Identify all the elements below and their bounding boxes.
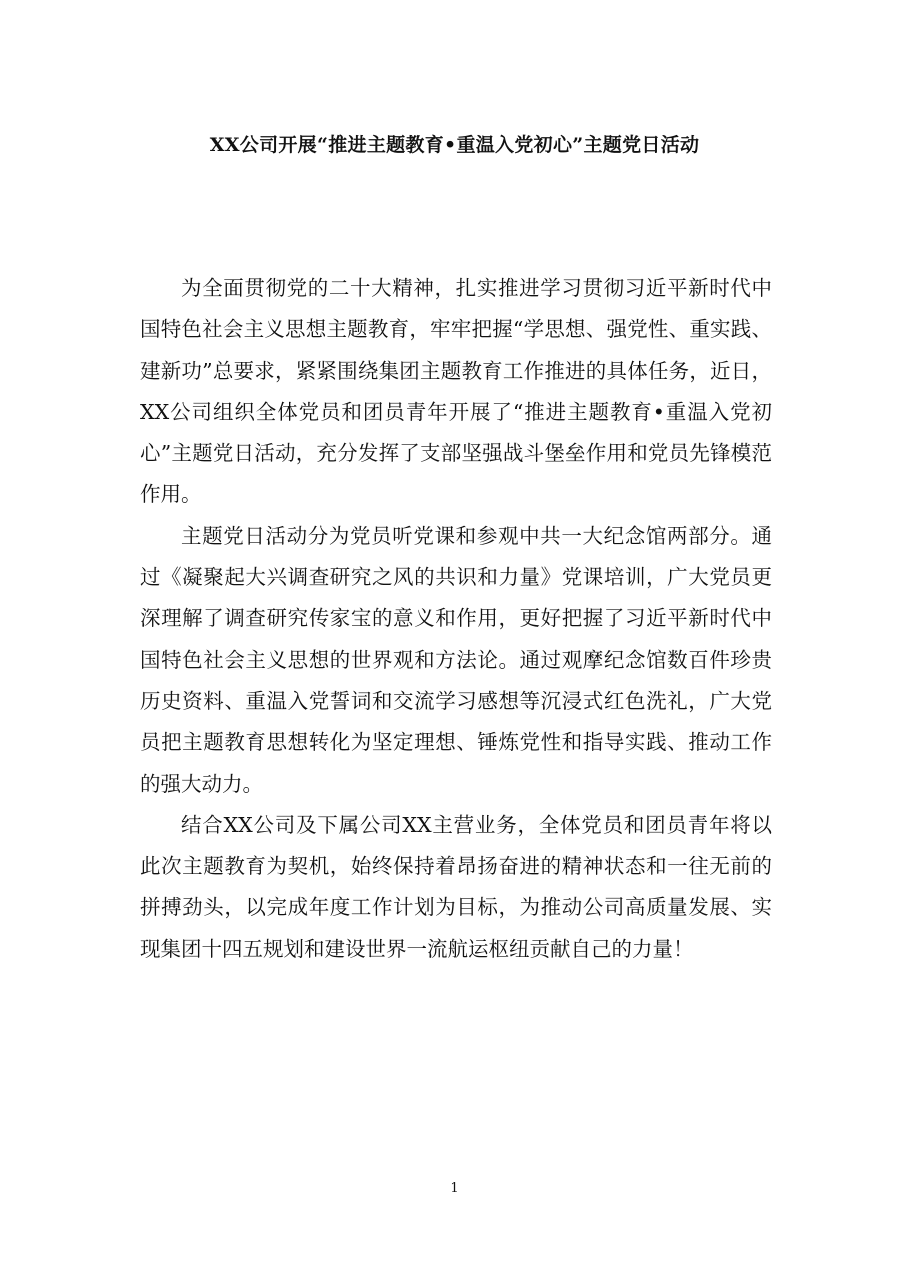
document-body xyxy=(140,268,772,970)
page-number: 1 xyxy=(450,1181,459,1196)
document-title: XX公司开展“推进主题教育•重温入党初心”主题党日活动 xyxy=(209,134,700,156)
paragraph-1: 为全面贯彻党的二十大精神，扎实推进学习贯彻习近平新时代中国特色社会主义思想主题教育，牢牢把握“学思想、强党性、重实践、建新功”总要求，紧紧围绕集团主题教育工作推进的具体任务，近日，XX公司组织全体党员和团员青年开展了“推进主题教育•重温入党初心”主题党日活动，充分发挥了支部坚强战斗堡垒作用和党员先锋模范作用。 xyxy=(140,276,772,507)
paragraph-2: 主题党日活动分为党员听党课和参观中共一大纪念馆两部分。通过《凝聚起大兴调查研究之风的共识和力量》党课培训，广大党员更深理解了调查研究传家宝的意义和作用，更好把握了习近平新时代中国特色社会主义思想的世界观和方法论。通过观摩纪念馆数百件珍贵历史资料、重温入党誓词和交流学习感想等沉浸式红色洗礼，广大党员把主题教育思想转化为坚定理想、锤炼党性和指导实践、推动工作的强大动力。 xyxy=(140,523,772,796)
paragraph-3: 结合XX公司及下属公司XX主营业务，全体党员和团员青年将以此次主题教育为契机，始终保持着昂扬奋进的精神状态和一往无前的拼搏劲头，以完成年度工作计划为目标，为推动公司高质量发展、实现集团十四五规划和建设世界一流航运枢纽贡献自己的力量！ xyxy=(140,812,772,961)
